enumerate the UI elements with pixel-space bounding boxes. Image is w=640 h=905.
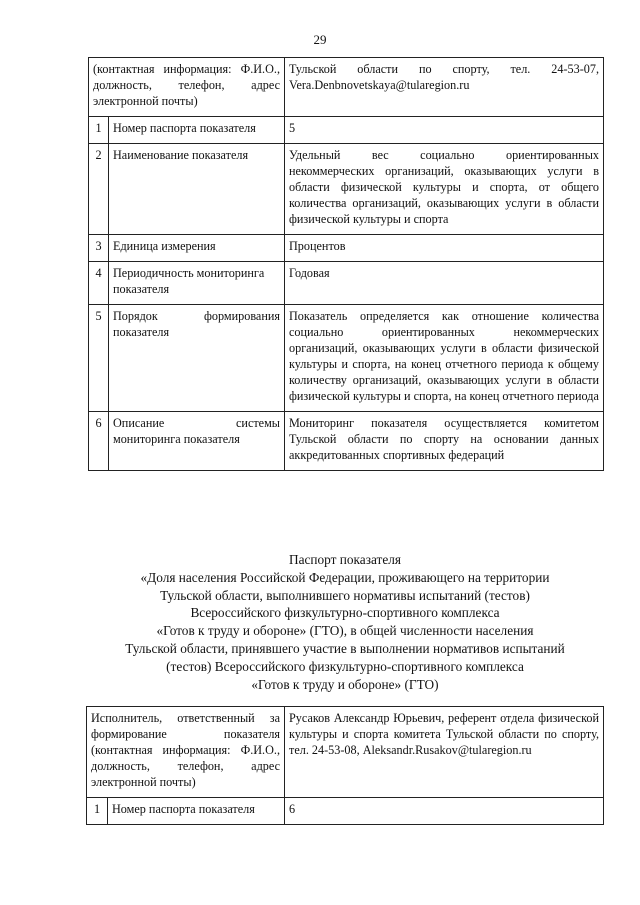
table-row xyxy=(89,305,604,412)
row-number: 4 xyxy=(89,262,109,305)
page-number: 29 xyxy=(313,32,327,47)
row-value: Показатель определяется как отношение количества социально ориентированных некоммерческих организаций, оказывающих услуги в области физической культуры и спорта, на конец отчетного периода к общему количеству организаций, оказывающих услуги в области физической культуры и спорта, на конец отчетного периода xyxy=(285,305,604,412)
heading-line: Всероссийского физкультурно-спортивного комплекса xyxy=(190,605,500,621)
table-row xyxy=(89,235,604,262)
row-label: Периодичность мониторинга показателя xyxy=(109,262,285,305)
row-label: Порядок формирования показателя xyxy=(109,305,285,412)
row-value: Годовая xyxy=(285,262,604,305)
row-value: 5 xyxy=(285,117,604,144)
contact-info-label: (контактная информация: Ф.И.О., должность, телефон, адрес электронной почты) xyxy=(89,58,285,117)
row-value: Процентов xyxy=(285,235,604,262)
table-row xyxy=(87,798,604,825)
table-row xyxy=(89,58,604,117)
row-number: 6 xyxy=(89,412,109,471)
row-label: Наименование показателя xyxy=(109,144,285,235)
table-row xyxy=(89,117,604,144)
row-number: 1 xyxy=(89,117,109,144)
row-number: 5 xyxy=(89,305,109,412)
passport-heading xyxy=(80,551,610,693)
row-number: 2 xyxy=(89,144,109,235)
row-value: Мониторинг показателя осуществляется комитетом Тульской области по спорту на основании данных аккредитованных спортивных федераций xyxy=(285,412,604,471)
executor-label: Исполнитель, ответственный за формирование показателя (контактная информация: Ф.И.О., должность, телефон, адрес электронной почты) xyxy=(87,707,285,798)
indicator-passport-table-6 xyxy=(86,706,604,825)
heading-title: Паспорт показателя xyxy=(289,552,401,567)
row-number: 3 xyxy=(89,235,109,262)
executor-value: Русаков Александр Юрьевич, референт отдела физической культуры и спорта комитета Тульской области по спорту, тел. 24-53-08, Aleksandr.Rusakov@tularegion.ru xyxy=(285,707,604,798)
heading-line: Тульской области, выполнившего нормативы испытаний (тестов) xyxy=(160,587,530,603)
table-row xyxy=(89,144,604,235)
indicator-passport-table-5 xyxy=(88,57,604,471)
table-row xyxy=(87,707,604,798)
row-label: Единица измерения xyxy=(109,235,285,262)
row-value: Удельный вес социально ориентированных некоммерческих организаций, оказывающих услуги в области физической культуры и спорта, от общего количества организаций, оказывающих услуги в области физической культуры и спорта xyxy=(285,144,604,235)
row-label: Номер паспорта показателя xyxy=(109,117,285,144)
table-row xyxy=(89,262,604,305)
heading-line: «Доля населения Российской Федерации, проживающего на территории xyxy=(140,569,550,585)
heading-line: «Готов к труду и обороне» (ГТО) xyxy=(251,676,439,692)
contact-info-value: Тульской области по спорту, тел. 24-53-07, Vera.Denbnovetskaya@tularegion.ru xyxy=(285,58,604,117)
row-number: 1 xyxy=(87,798,108,825)
heading-line: «Готов к труду и обороне» (ГТО), в общей численности населения xyxy=(156,623,534,639)
table-row xyxy=(89,412,604,471)
heading-line: (тестов) Всероссийского физкультурно-спортивного комплекса xyxy=(166,658,524,674)
heading-line: Тульской области, принявшего участие в выполнении нормативов испытаний xyxy=(125,640,565,656)
row-value: 6 xyxy=(285,798,604,825)
row-label: Описание системы мониторинга показателя xyxy=(109,412,285,471)
row-label: Номер паспорта показателя xyxy=(108,798,285,825)
